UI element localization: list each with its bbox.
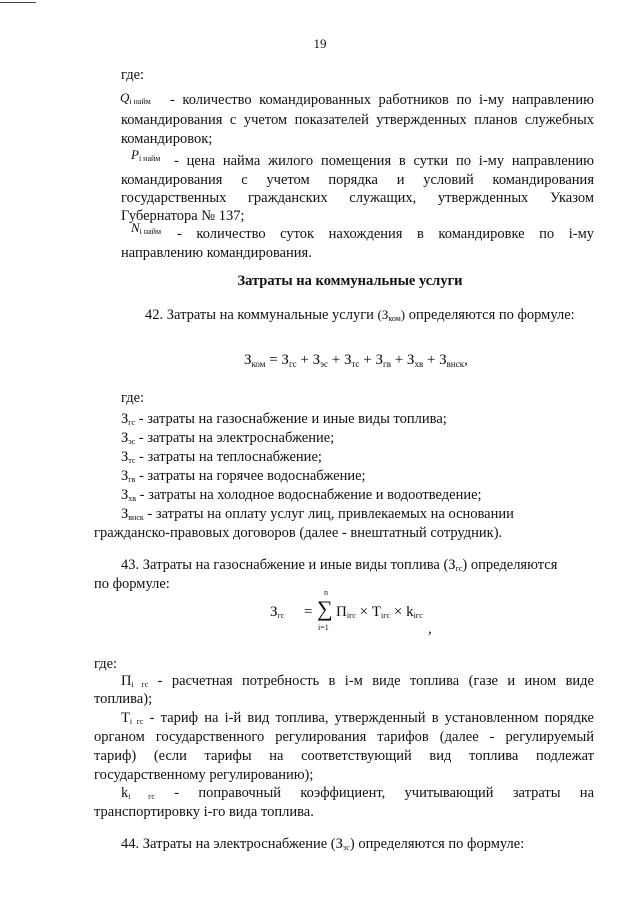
q-definition-line-2: командирования с учетом показателей утвержденных планов служебных xyxy=(121,112,594,128)
q-symbol: $Q_{i найм}$ xyxy=(120,90,151,106)
q-definition-line-3: командировок; xyxy=(121,131,213,147)
formula-gas-comma: , xyxy=(428,621,432,637)
clause-43: 43. Затраты на газоснабжение и иные виды топлива $(З_{гс})$ определяются xyxy=(121,557,558,573)
p-definition-line-1: - цена найма жилого помещения в сутки по i-му направлению xyxy=(174,153,594,169)
formula-term-subscript: внск xyxy=(446,359,465,369)
clause-42: 42. Затраты на коммунальные услуги $(З_{ком})$ определяются по формуле: xyxy=(145,307,575,323)
formula-term-subscript: гв xyxy=(383,359,391,369)
formula-operator: + З xyxy=(296,352,321,368)
p-definition-line-3: государственных гражданских служащих, утвержденных Указом xyxy=(121,190,594,206)
def-fuel-demand: $П_{i гс}$ - расчетная потребность в i-м виде топлива (газе и ином виде xyxy=(121,673,594,689)
page-number: 19 xyxy=(313,36,327,51)
def-fuel-tariff: $Т_{i гс}$ - тариф на i-й вид топлива, утвержденный в установленном порядке xyxy=(121,710,594,726)
def-outsourced-staff: $З_{внск}$ - затраты на оплату услуг лиц, привлекаемых на основании xyxy=(121,506,514,522)
n-definition-line-1: - количество суток нахождения в командировке по i-му xyxy=(177,226,594,242)
formula-gas-costs: $З_{гс}$ = n ∑ i=1 $П_{iгс} \times Т_{iгс} \times k_{iгс}$ xyxy=(270,588,423,632)
def-gas: $З_{гс}$ - затраты на газоснабжение и иные виды топлива; xyxy=(121,411,447,427)
def-outsourced-staff-line-2: гражданско-правовых договоров (далее - внештатный сотрудник). xyxy=(94,525,503,541)
q-definition-line-1: - количество командированных работников по i-му направлению xyxy=(170,92,594,108)
clause-43-line-2: по формуле: xyxy=(94,576,170,592)
formula-operator: + З xyxy=(359,352,383,368)
formula-term-subscript: гс xyxy=(288,359,297,369)
def-hot-water: $З_{гв}$ - затраты на горячее водоснабжение; xyxy=(121,468,366,484)
p-symbol: $P_{i найм}$ xyxy=(131,147,161,163)
def-heating: $З_{тс}$ - затраты на теплоснабжение; xyxy=(121,449,322,465)
def-correction-coefficient-line-2: транспортировку i-го вида топлива. xyxy=(94,804,314,820)
where-label-3: где: xyxy=(94,656,118,672)
p-definition-line-4: Губернатора № 137; xyxy=(121,208,245,224)
def-cold-water: $З_{хв}$ - затраты на холодное водоснабжение и водоотведение; xyxy=(121,487,482,503)
clause-44: 44. Затраты на электроснабжение $(З_{эс})$ определяются по формуле: xyxy=(121,836,525,852)
def-fuel-tariff-line-3: тариф) (если тарифы на соответствующий вид топлива подлежат xyxy=(94,748,594,764)
formula-operator: + З xyxy=(390,352,415,368)
p-definition-line-2: командирования с учетом порядка и условий командирования xyxy=(121,172,594,188)
formula-term-subscript: хв xyxy=(414,359,424,369)
where-label: где: xyxy=(121,67,145,83)
section-heading: Затраты на коммунальные услуги xyxy=(237,273,463,289)
formula-term-subscript: тс xyxy=(351,359,360,369)
n-definition-line-2: направлению командирования. xyxy=(121,245,312,261)
where-label-2: где: xyxy=(121,390,145,406)
def-fuel-tariff-line-4: государственному регулированию); xyxy=(94,767,314,783)
formula-operator: + З xyxy=(327,352,352,368)
top-edge-mark xyxy=(0,2,36,3)
formula-utility-costs: $З_{ком} = З_{гс} + З_{эс} + З_{тс} + З_{гв} + З_{хв} + З_{внск}$, xyxy=(244,352,468,369)
def-electricity: $З_{эс}$ - затраты на электроснабжение; xyxy=(121,430,335,446)
formula-term-subscript: эс xyxy=(320,359,328,369)
def-correction-coefficient: $k_{i гс}$ - поправочный коэффициент, учитывающий затраты на xyxy=(121,785,595,801)
def-fuel-demand-line-2: топлива); xyxy=(94,691,153,707)
formula-operator: , xyxy=(464,352,468,368)
def-fuel-tariff-line-2: органом государственного регулирования тарифов (далее - регулируемый xyxy=(94,729,594,745)
n-symbol: $N_{i найм}$ xyxy=(131,220,162,236)
formula-operator: + З xyxy=(423,352,447,368)
